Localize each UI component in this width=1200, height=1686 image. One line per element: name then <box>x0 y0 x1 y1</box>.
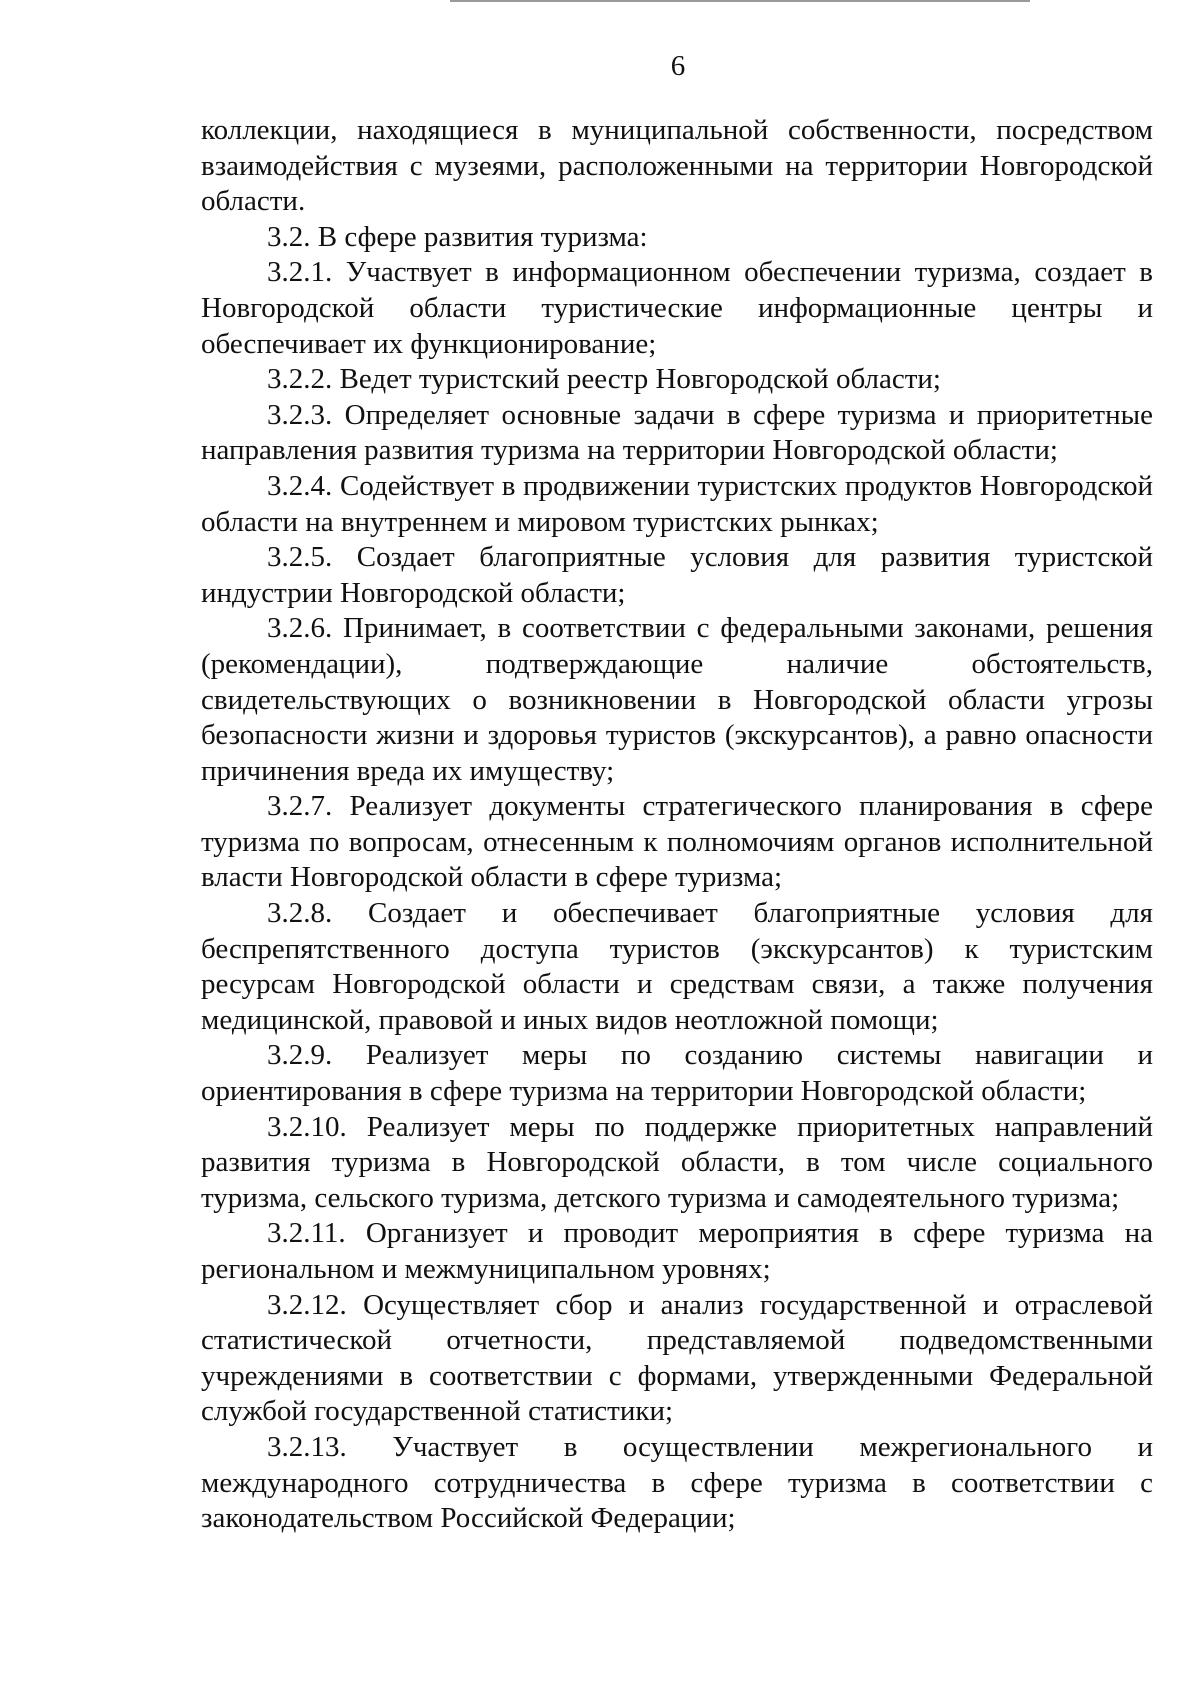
paragraph-3-2-13: 3.2.13. Участвует в осуществлении межрегионального и международного сотрудничества в сфере туризма в соответствии с законодательством Российской Федерации; <box>201 1430 1153 1535</box>
paragraph-3-2-6: 3.2.6. Принимает, в соответствии с федеральными законами, решения (рекомендации), подтверждающие наличие обстоятельств, свидетельствующих о возникновении в Новгородской области угрозы безопасности жизни и здоровья туристов (экскурсантов), а равно опасности причинения вреда их имуществу; <box>201 612 1153 787</box>
paragraph-3-2-9: 3.2.9. Реализует меры по созданию системы навигации и ориентирования в сфере туризма на территории Новгородской области; <box>201 1039 1153 1108</box>
top-border-line <box>450 0 1030 2</box>
paragraph-3-2-2: 3.2.2. Ведет туристский реестр Новгородской области; <box>267 363 941 396</box>
paragraph-3-2-7: 3.2.7. Реализует документы стратегического планирования в сфере туризма по вопросам, отнесенным к полномочиям органов исполнительной власти Новгородской области в сфере туризма; <box>201 790 1153 894</box>
paragraph-3-2-4: 3.2.4. Содействует в продвижении туристских продуктов Новгородской области на внутреннем и мировом туристских рынках; <box>201 469 1153 538</box>
paragraph-3-2-12: 3.2.12. Осуществляет сбор и анализ государственной и отраслевой статистической отчетности, представляемой подведомственными учреждениями в соответствии с формами, утвержденными Федеральной службой государственной статистики; <box>201 1288 1153 1428</box>
paragraph-3-2-heading: 3.2. В сфере развития туризма: <box>267 220 648 253</box>
document-body <box>201 113 1153 1537</box>
paragraph-3-2-8: 3.2.8. Создает и обеспечивает благоприятные условия для беспрепятственного доступа туристов (экскурсантов) к туристским ресурсам Новгородской области и средствам связи, а также получения медицинской, правовой и иных видов неотложной помощи; <box>201 897 1153 1036</box>
paragraph-3-2-3: 3.2.3. Определяет основные задачи в сфере туризма и приоритетные направления развития туризма на территории Новгородской области; <box>201 398 1153 467</box>
paragraph-continuation: коллекции, находящиеся в муниципальной собственности, посредством взаимодействия с музеями, расположенными на территории Новгородской области. <box>201 114 1153 218</box>
paragraph-3-2-10: 3.2.10. Реализует меры по поддержке приоритетных направлений развития туризма в Новгородской области, в том числе социального туризма, сельского туризма, детского туризма и самодеятельного туризма; <box>201 1110 1153 1214</box>
paragraph-3-2-1: 3.2.1. Участвует в информационном обеспечении туризма, создает в Новгородской области туристические информационные центры и обеспечивает их функционирование; <box>201 256 1153 360</box>
page-number: 6 <box>670 50 686 82</box>
paragraph-3-2-11: 3.2.11. Организует и проводит мероприятия в сфере туризма на региональном и межмуниципальном уровнях; <box>201 1217 1153 1285</box>
paragraph-3-2-5: 3.2.5. Создает благоприятные условия для развития туристской индустрии Новгородской области; <box>201 541 1153 609</box>
